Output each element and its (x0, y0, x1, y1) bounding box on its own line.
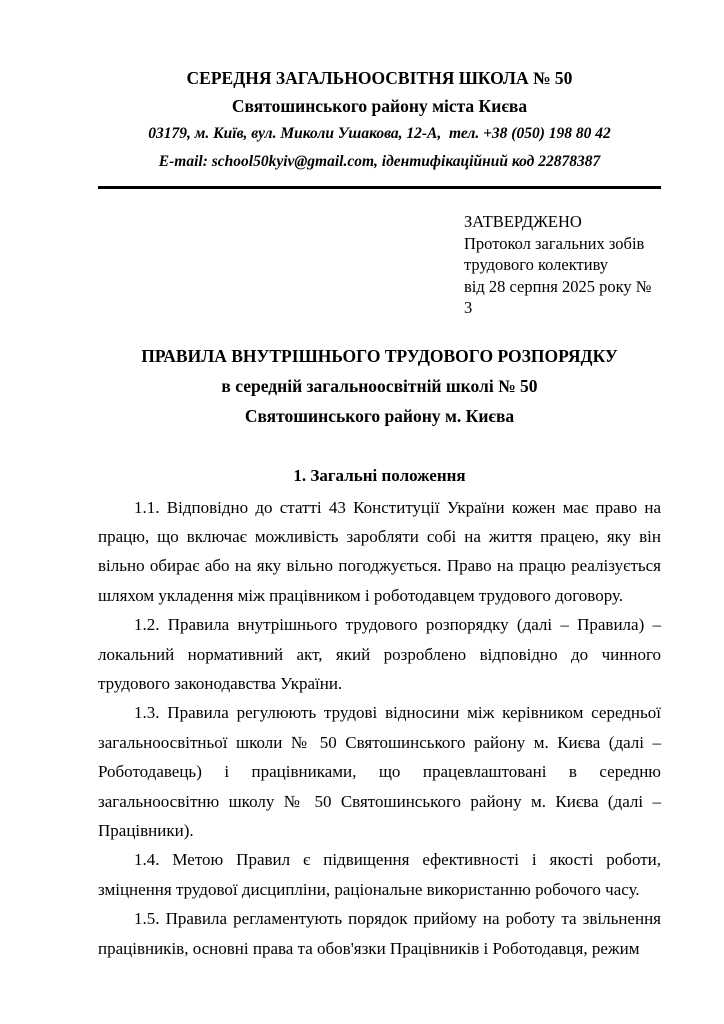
document-title (98, 341, 661, 431)
paragraph-1-2: 1.2. Правила внутрішнього трудового розпорядку (далі – Правила) – локальний нормативний акт, який розроблено відповідно до чинного трудового законодавства України. (98, 615, 661, 693)
document-title-line-2: в середній загальноосвітній школі № 50 (221, 375, 538, 396)
paragraph-1-1: 1.1. Відповідно до статті 43 Конституції України кожен має право на працю, що включає можливість заробляти собі на життя працею, яку він вільно обирає або на яку вільно погоджується. Право на працю реалізується шляхом укладення між працівником і роботодавцем трудового договору. (98, 497, 661, 605)
approval-line-protocol: Протокол загальних зобів (464, 233, 645, 253)
section-1-body (98, 493, 661, 964)
letterhead (98, 64, 661, 189)
paragraph-1-4: 1.4. Метою Правил є підвищення ефективності і якості роботи, зміцнення трудової дисципліни, раціональне використанню робочого часу. (98, 850, 661, 899)
document-title-line-1: ПРАВИЛА ВНУТРІШНЬОГО ТРУДОВОГО РОЗПОРЯДКУ (141, 345, 618, 366)
approval-line-approved: ЗАТВЕРДЖЕНО (464, 212, 582, 231)
school-email: E-mail: school50kyiv@gmail.com, ідентифікаційний код 22878387 (158, 153, 601, 170)
section-1-heading: 1. Загальні положення (293, 465, 466, 485)
school-address: 03179, м. Київ, вул. Миколи Ушакова, 12-А, тел. +38 (050) 198 80 42 (148, 125, 611, 142)
document-title-line-3: Святошинського району м. Києва (244, 405, 515, 426)
paragraph-1-3: 1.3. Правила регулюють трудові відносини між керівником середньої загальноосвітньої школи № 50 Святошинського району м. Києва (далі – Роботодавець) і працівниками, що працевлаштовані в середню загальноосвітню школу № 50 Святошинського району м. Києва (далі – Працівники). (98, 703, 661, 840)
paragraph-1-5: 1.5. Правила регламентують порядок прийому на роботу та звільнення працівників, основні права та обов'язки Працівників і Роботодавця, режим (98, 909, 661, 958)
school-district: Святошинського району міста Києва (231, 96, 528, 116)
letterhead-divider (98, 186, 661, 189)
approval-line-collective: трудового колективу (464, 255, 609, 274)
approval-block (464, 211, 661, 319)
school-name: СЕРЕДНЯ ЗАГАЛЬНООСВІТНЯ ШКОЛА № 50 (186, 68, 573, 88)
approval-line-date: від 28 серпня 2025 року № 3 (464, 276, 652, 317)
